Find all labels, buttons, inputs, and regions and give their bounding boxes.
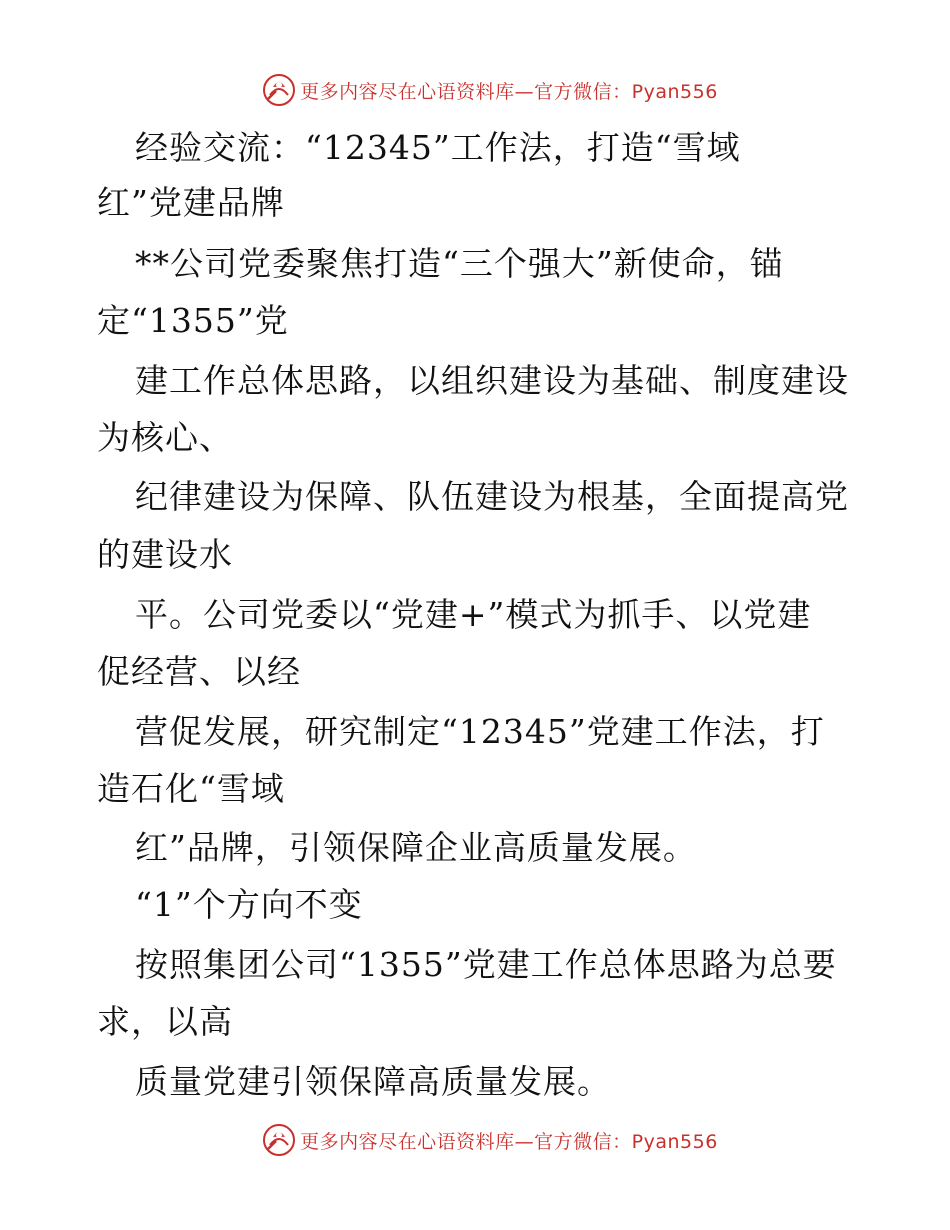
text-line: 促经营、以经 (97, 652, 301, 691)
text-line: “1”个方向不变 (135, 885, 363, 924)
text-line: 营促发展，研究制定“12345”党建工作法，打 (135, 712, 825, 751)
text-line: 按照集团公司“1355”党建工作总体思路为总要 (135, 945, 837, 984)
watermark-text: 更多内容尽在心语资料库—官方微信：Pyan556 (300, 1130, 718, 1153)
text-line: 平。公司党委以“党建+”模式为抓手、以党建 (135, 595, 812, 634)
text-line: 纪律建设为保障、队伍建设为根基，全面提高党 (135, 477, 849, 516)
text-line: 定“1355”党 (97, 301, 289, 340)
text-line: 红”党建品牌 (97, 183, 285, 222)
text-line: 质量党建引领保障高质量发展。 (135, 1062, 611, 1101)
watermark-text: 更多内容尽在心语资料库—官方微信：Pyan556 (300, 80, 718, 103)
text-line: 造石化“雪域 (97, 769, 285, 808)
text-line: 求，以高 (97, 1002, 233, 1041)
text-line: 经验交流：“12345”工作法，打造“雪域 (135, 128, 741, 167)
watermark-group (262, 1123, 718, 1157)
text-line: 红”品牌，引领保障企业高质量发展。 (135, 828, 697, 867)
book-flower-logo-icon (262, 1123, 296, 1157)
text-line: **公司党委聚焦打造“三个强大”新使命，锚 (135, 244, 784, 283)
text-line: 的建设水 (97, 535, 233, 574)
text-line: 为核心、 (97, 418, 233, 457)
text-line: 建工作总体思路，以组织建设为基础、制度建设 (135, 361, 849, 400)
footer-watermark (0, 1120, 950, 1160)
